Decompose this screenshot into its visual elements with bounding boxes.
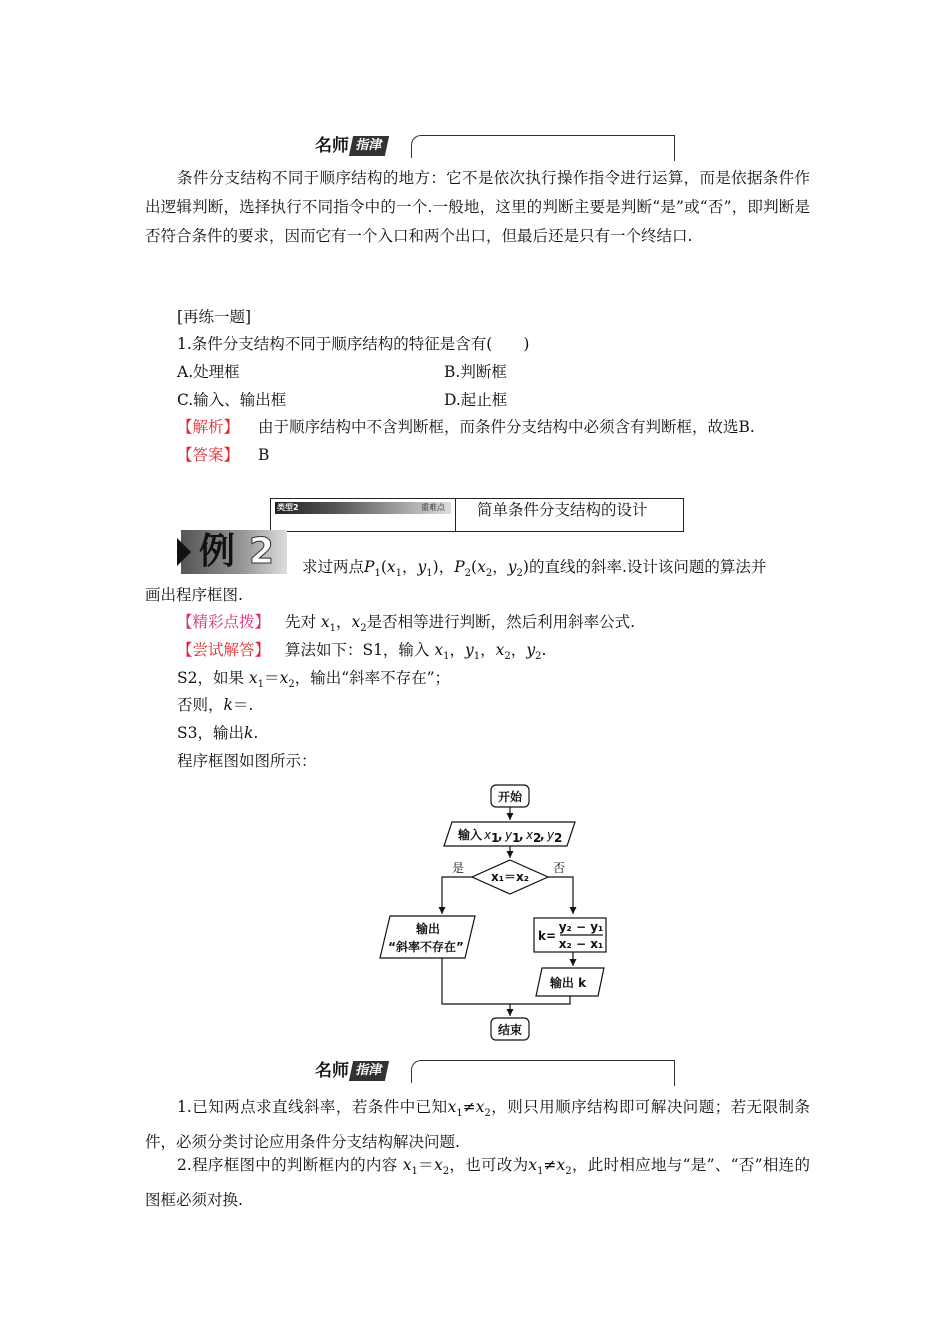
start-label: 开始 xyxy=(497,790,523,804)
step-s3: S3，输出k. xyxy=(177,724,259,742)
svg-text:x: x xyxy=(526,828,534,842)
svg-text:2: 2 xyxy=(554,831,563,845)
svg-text:,: , xyxy=(540,828,545,842)
input-node xyxy=(444,822,575,846)
note-1: 1.已知两点求直线斜率，若条件中已知$x_1\ne x_2$，则只用顺序结构即可解决问题；若无限制条件，必须分类讨论应用条件分支结构解决问题. xyxy=(145,1098,810,1152)
example-badge xyxy=(177,530,287,574)
section-banner xyxy=(315,132,675,164)
banner-box: 指津 xyxy=(349,136,389,156)
answer-label: 【答案】 xyxy=(177,446,240,464)
practice-header: [再练一题] xyxy=(177,308,252,326)
decision-node xyxy=(472,860,548,894)
svg-text:1: 1 xyxy=(491,831,500,845)
option-a: A.处理框 xyxy=(177,363,240,381)
yes-label: 是 xyxy=(452,861,465,875)
example-question: 求过两点$P_1(x_1$，$y_1$)，$P_2(x_2$，$y_2$)的直线的斜率.设计该问题的算法并 xyxy=(302,558,767,580)
example-num: 2 xyxy=(249,531,275,572)
practice-question: 1.条件分支结构不同于顺序结构的特征是含有( ) xyxy=(177,335,530,353)
answer-text: B xyxy=(257,446,270,464)
intro-paragraph: 条件分支结构不同于顺序结构的地方：它不是依次执行操作指令进行运算，而是依据条件作出逻辑判断，选择执行不同指令中的一个.一般地，这里的判断主要是判断“是”或“否”，即判断是否符合条件的要求，因而它有一个入口和两个出口，但最后还是只有一个终结口. xyxy=(145,169,810,245)
type-title: 简单条件分支结构的设计 xyxy=(477,501,648,519)
example-question-line2: 画出程序框图. xyxy=(145,586,243,604)
formula-node xyxy=(534,918,606,952)
solve-row: 【尝试解答】 算法如下：S1，输入 $x_1$，$y_1$，$x_2$，$y_2$. xyxy=(177,641,547,663)
example-char: 例 xyxy=(199,531,236,572)
analysis-text: 由于顺序结构中不含判断框，而条件分支结构中必须含有判断框，故选B. xyxy=(257,418,755,436)
output-k-node xyxy=(536,968,604,996)
svg-text:,: , xyxy=(519,828,524,842)
step-otherwise: 否则，k＝. xyxy=(177,696,254,714)
start-node xyxy=(491,785,529,807)
type-tag2: 重难点 xyxy=(421,503,445,512)
decision-label: x₁＝x₂ xyxy=(491,870,529,884)
type-bar xyxy=(270,498,684,532)
type-tag: 类型2 xyxy=(277,503,299,512)
output1-line1: 输出 xyxy=(415,922,441,936)
formula-den: x₂ − x₁ xyxy=(558,937,604,951)
formula-k: k= xyxy=(538,929,557,943)
svg-text:x: x xyxy=(484,828,492,842)
option-b: B.判断框 xyxy=(444,363,507,381)
note-2: 2.程序框图中的判断框内的内容 $x_1=x_2$，也可改为$x_1\ne x_2$，此时相应地与“是”、“否”相连的图框必须对换. xyxy=(145,1156,810,1210)
hint-label: 【精彩点拨】 xyxy=(177,613,271,631)
output1-line2: “斜率不存在” xyxy=(388,940,464,954)
svg-text:,: , xyxy=(498,828,503,842)
svg-text:2: 2 xyxy=(533,831,542,845)
no-label: 否 xyxy=(553,861,566,875)
analysis-row xyxy=(177,414,755,440)
end-label: 结束 xyxy=(497,1023,523,1037)
output2-label: 输出 k xyxy=(549,976,587,990)
formula-num: y₂ − y₁ xyxy=(558,920,604,934)
step-s2: S2，如果 $x_1=x_2$，输出“斜率不存在”； xyxy=(177,669,451,691)
end-node xyxy=(491,1018,529,1040)
section-banner-2 xyxy=(315,1057,675,1089)
svg-text:y: y xyxy=(505,828,513,842)
analysis-label: 【解析】 xyxy=(177,418,240,436)
option-c: C.输入、输出框 xyxy=(177,391,287,409)
solve-label: 【尝试解答】 xyxy=(177,641,271,659)
banner2-box: 指津 xyxy=(349,1061,389,1081)
banner2-title: 名师 xyxy=(315,1061,349,1081)
input-label: 输入 xyxy=(458,828,483,842)
svg-text:1: 1 xyxy=(512,831,521,845)
answer-row xyxy=(177,442,269,468)
banner-title: 名师 xyxy=(315,136,349,156)
option-d: D.起止框 xyxy=(444,391,508,409)
output-slope-missing-node xyxy=(380,916,475,958)
flow-intro: 程序框图如图所示： xyxy=(177,752,317,770)
svg-text:y: y xyxy=(547,828,555,842)
hint-row: 【精彩点拨】 先对 $x_1$，$x_2$是否相等进行判断，然后利用斜率公式. xyxy=(177,613,636,635)
